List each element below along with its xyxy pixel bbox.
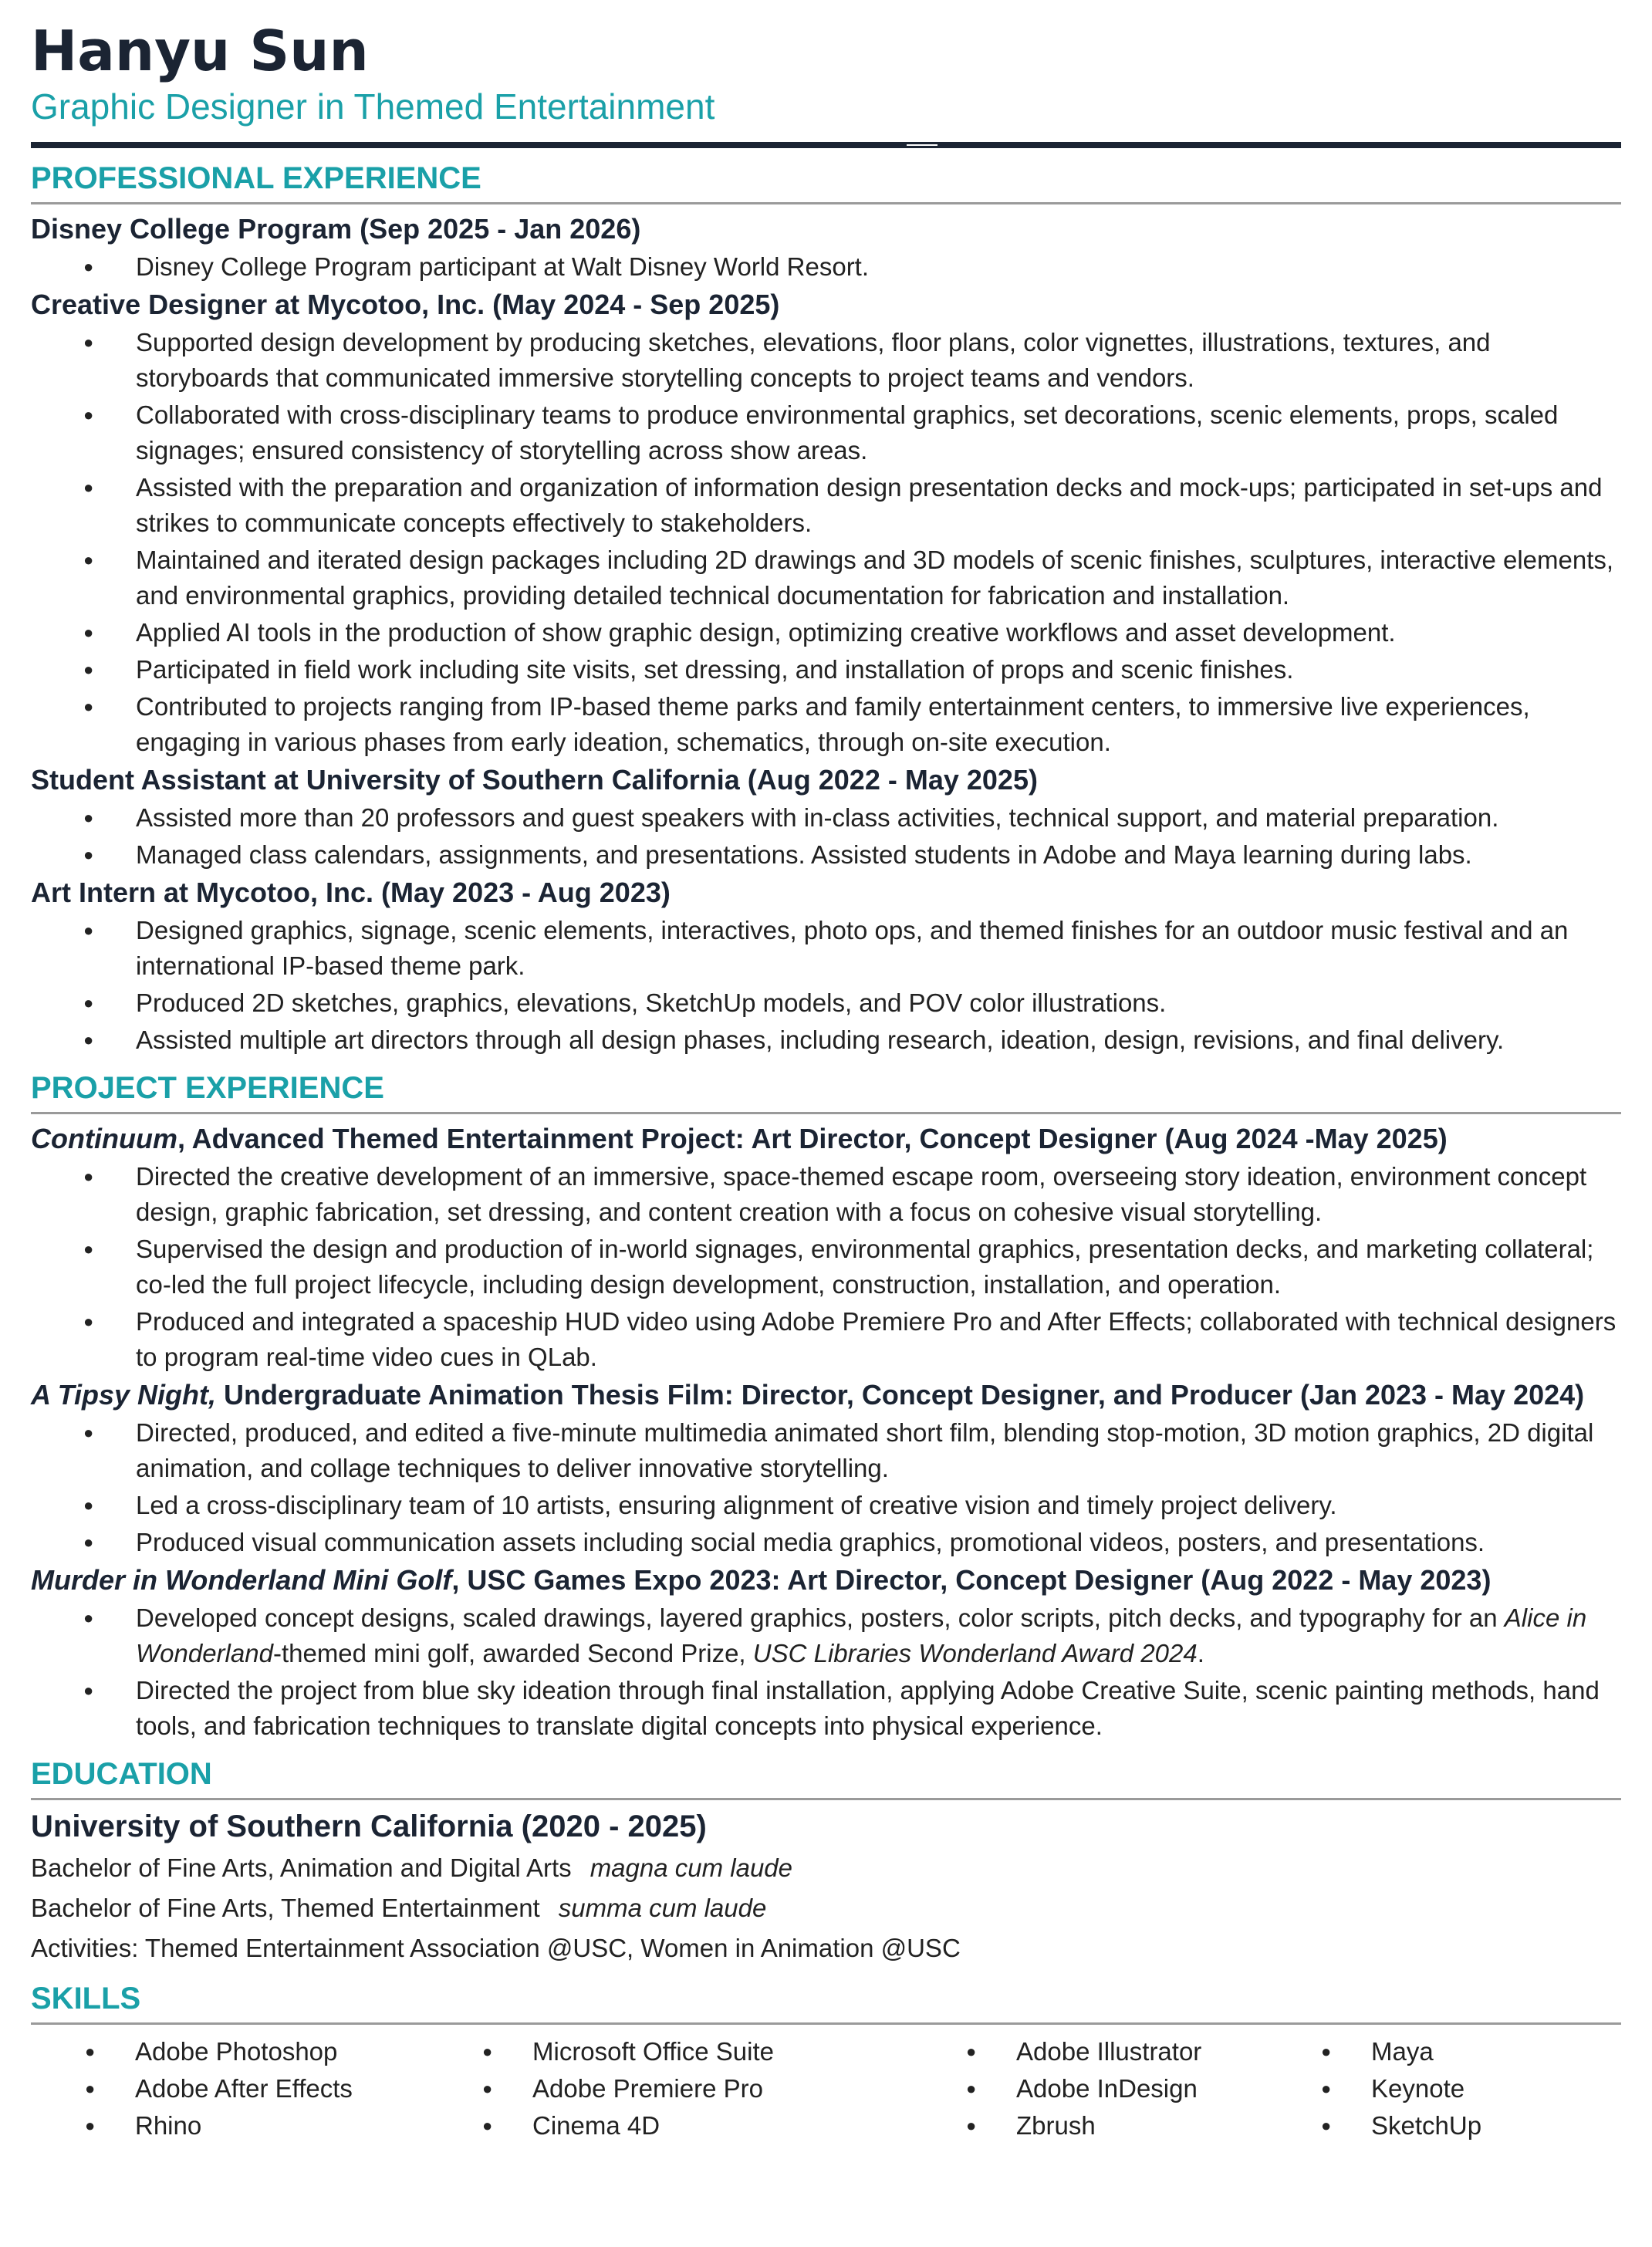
section-divider bbox=[31, 202, 1621, 204]
skills-grid bbox=[31, 2032, 1621, 2148]
candidate-subtitle: Graphic Designer in Themed Entertainment bbox=[31, 86, 715, 127]
skill-item: ● Adobe InDesign bbox=[904, 2071, 1201, 2107]
bullet-item: ● Directed the creative development of an immersive, space-themed escape room, overseeing story ideation, environment concept design, graphic fabrication, set dressing, and content creation with a focus on cohesive visual storytelling. bbox=[31, 1159, 1621, 1230]
project-role: , Advanced Themed Entertainment Project: Art Director, Concept Designer (Aug 2024 -May 2025) bbox=[177, 1123, 1448, 1154]
entry-title: Art Intern at Mycotoo, Inc. (May 2023 - Aug 2023) bbox=[31, 877, 671, 908]
skill-item: ● Microsoft Office Suite bbox=[421, 2034, 774, 2070]
bullet-item: ● Led a cross-disciplinary team of 10 artists, ensuring alignment of creative vision and timely project delivery. bbox=[31, 1488, 1621, 1523]
bullet-text: . bbox=[1197, 1639, 1204, 1668]
bullet-item: ● Supervised the design and production of in-world signages, environmental graphics, presentation decks, and marketing collateral; co-led the full project lifecycle, including design development, construction, installation, and operation. bbox=[31, 1232, 1621, 1303]
bullet-text: Developed concept designs, scaled drawings, layered graphics, posters, color scripts, pitch decks, and typography for an bbox=[136, 1603, 1505, 1632]
section-title-professional: PROFESSIONAL EXPERIENCE bbox=[31, 161, 481, 195]
bullet-item: ● Directed, produced, and edited a five-minute multimedia animated short film, blending stop-motion, 3D motion graphics, 2D digital animation, and collage techniques to deliver innovative storytelling. bbox=[31, 1415, 1621, 1486]
bullet-item: ● Produced visual communication assets including social media graphics, promotional videos, posters, and presentations. bbox=[31, 1525, 1621, 1560]
skill-item: ● Maya bbox=[1259, 2034, 1481, 2070]
bullet-item: ● Assisted multiple art directors through all design phases, including research, ideation, design, revisions, and final delivery. bbox=[31, 1022, 1621, 1058]
experience-entry bbox=[31, 211, 1621, 285]
section-divider bbox=[31, 1112, 1621, 1114]
entry-title bbox=[31, 1377, 1621, 1414]
project-name: Continuum bbox=[31, 1123, 177, 1154]
entry-title: Student Assistant at University of Southern California (Aug 2022 - May 2025) bbox=[31, 764, 1038, 796]
skills-column bbox=[23, 2032, 353, 2145]
bullet-item: ● Applied AI tools in the production of show graphic design, optimizing creative workflows and asset development. bbox=[31, 615, 1621, 650]
skill-item: ● Zbrush bbox=[904, 2108, 1201, 2144]
project-entry bbox=[31, 1120, 1621, 1375]
degree-line bbox=[31, 1848, 1621, 1888]
degree: Bachelor of Fine Arts, Themed Entertainment bbox=[31, 1894, 540, 1922]
entry-title bbox=[31, 1562, 1621, 1599]
bullet-item bbox=[31, 1600, 1621, 1671]
bullet-item: ● Designed graphics, signage, scenic elements, interactives, photo ops, and themed finishes for an outdoor music festival and an international IP-based theme park. bbox=[31, 913, 1621, 984]
skills-column bbox=[1259, 2032, 1481, 2145]
bullet-item: ● Collaborated with cross-disciplinary teams to produce environmental graphics, set decorations, scenic elements, props, scaled signages; ensured consistency of storytelling across show areas. bbox=[31, 397, 1621, 468]
skill-item: ● Adobe Premiere Pro bbox=[421, 2071, 774, 2107]
bullet-item: ● Maintained and iterated design packages including 2D drawings and 3D models of scenic finishes, sculptures, interactive elements, and environmental graphics, providing detailed technical documentation for fabrication and installation. bbox=[31, 542, 1621, 613]
project-name: A Tipsy Night, bbox=[31, 1379, 217, 1411]
bullet-item: ● Supported design development by producing sketches, elevations, floor plans, color vignettes, illustrations, textures, and storyboards that communicated immersive storytelling concepts to project teams and vendors. bbox=[31, 325, 1621, 396]
project-entry bbox=[31, 1377, 1621, 1560]
section-divider bbox=[31, 1798, 1621, 1800]
section-title-skills: SKILLS bbox=[31, 1982, 141, 2016]
bullet-item: ● Managed class calendars, assignments, and presentations. Assisted students in Adobe and Maya learning during labs. bbox=[31, 837, 1621, 873]
honor: magna cum laude bbox=[590, 1853, 793, 1882]
bullet-item: ● Produced 2D sketches, graphics, elevations, SketchUp models, and POV color illustrations. bbox=[31, 985, 1621, 1021]
entry-title: Disney College Program (Sep 2025 - Jan 2026) bbox=[31, 213, 641, 245]
skills-column bbox=[904, 2032, 1201, 2145]
skill-item: ● SketchUp bbox=[1259, 2108, 1481, 2144]
honor: summa cum laude bbox=[558, 1894, 767, 1922]
skill-item: ● Rhino bbox=[23, 2108, 353, 2144]
bullet-item: ● Produced and integrated a spaceship HUD video using Adobe Premiere Pro and After Effects; collaborated with technical designers to program real-time video cues in QLab. bbox=[31, 1304, 1621, 1375]
skill-item: ● Cinema 4D bbox=[421, 2108, 774, 2144]
bullet-item: ● Directed the project from blue sky ideation through final installation, applying Adobe Creative Suite, scenic painting methods, hand tools, and fabrication techniques to translate digital concepts into physical experience. bbox=[31, 1673, 1621, 1744]
skill-item: ● Keynote bbox=[1259, 2071, 1481, 2107]
section-title-projects: PROJECT EXPERIENCE bbox=[31, 1071, 384, 1105]
section-divider bbox=[31, 2022, 1621, 2025]
entry-title: Creative Designer at Mycotoo, Inc. (May 2024 - Sep 2025) bbox=[31, 289, 780, 320]
section-title-education: EDUCATION bbox=[31, 1757, 212, 1791]
project-role: Undergraduate Animation Thesis Film: Director, Concept Designer, and Producer (Jan 2023 - May 2024) bbox=[216, 1379, 1585, 1411]
skill-item: ● Adobe Photoshop bbox=[23, 2034, 353, 2070]
skill-item: ● Adobe After Effects bbox=[23, 2071, 353, 2107]
project-role: , USC Games Expo 2023: Art Director, Concept Designer (Aug 2022 - May 2023) bbox=[451, 1564, 1492, 1596]
project-name: Murder in Wonderland Mini Golf bbox=[31, 1564, 452, 1596]
bullet-text: -themed mini golf, awarded Second Prize, bbox=[272, 1639, 753, 1668]
project-entry bbox=[31, 1562, 1621, 1744]
degree-line bbox=[31, 1888, 1621, 1928]
activities-line: Activities: Themed Entertainment Association @USC, Women in Animation @USC bbox=[31, 1934, 961, 1962]
skill-item: ● Adobe Illustrator bbox=[904, 2034, 1201, 2070]
degree: Bachelor of Fine Arts, Animation and Digital Arts bbox=[31, 1853, 572, 1882]
experience-entry bbox=[31, 762, 1621, 873]
entry-title bbox=[31, 1120, 1621, 1157]
bullet-text-italic: USC Libraries Wonderland Award 2024 bbox=[752, 1639, 1198, 1668]
bullet-item: ● Contributed to projects ranging from IP-based theme parks and family entertainment centers, to immersive live experiences, engaging in various phases from early ideation, schematics, through on-site execution. bbox=[31, 689, 1621, 760]
experience-entry bbox=[31, 874, 1621, 1058]
school-name: University of Southern California (2020 - 2025) bbox=[31, 1809, 707, 1843]
candidate-name: Hanyu Sun bbox=[31, 19, 369, 83]
header-divider bbox=[31, 142, 1621, 148]
experience-entry bbox=[31, 286, 1621, 760]
bullet-text-italic: Alice in Wonderland bbox=[136, 1603, 1587, 1668]
bullet-item: ● Assisted more than 20 professors and guest speakers with in-class activities, technical support, and material preparation. bbox=[31, 800, 1621, 836]
bullet-item: ● Participated in field work including site visits, set dressing, and installation of props and scenic finishes. bbox=[31, 652, 1621, 688]
bullet-item: ● Assisted with the preparation and organization of information design presentation decks and mock-ups; participated in set-ups and strikes to communicate concepts effectively to stakeholders. bbox=[31, 470, 1621, 541]
skills-column bbox=[421, 2032, 774, 2145]
bullet-item: ● Disney College Program participant at Walt Disney World Resort. bbox=[31, 249, 1621, 285]
